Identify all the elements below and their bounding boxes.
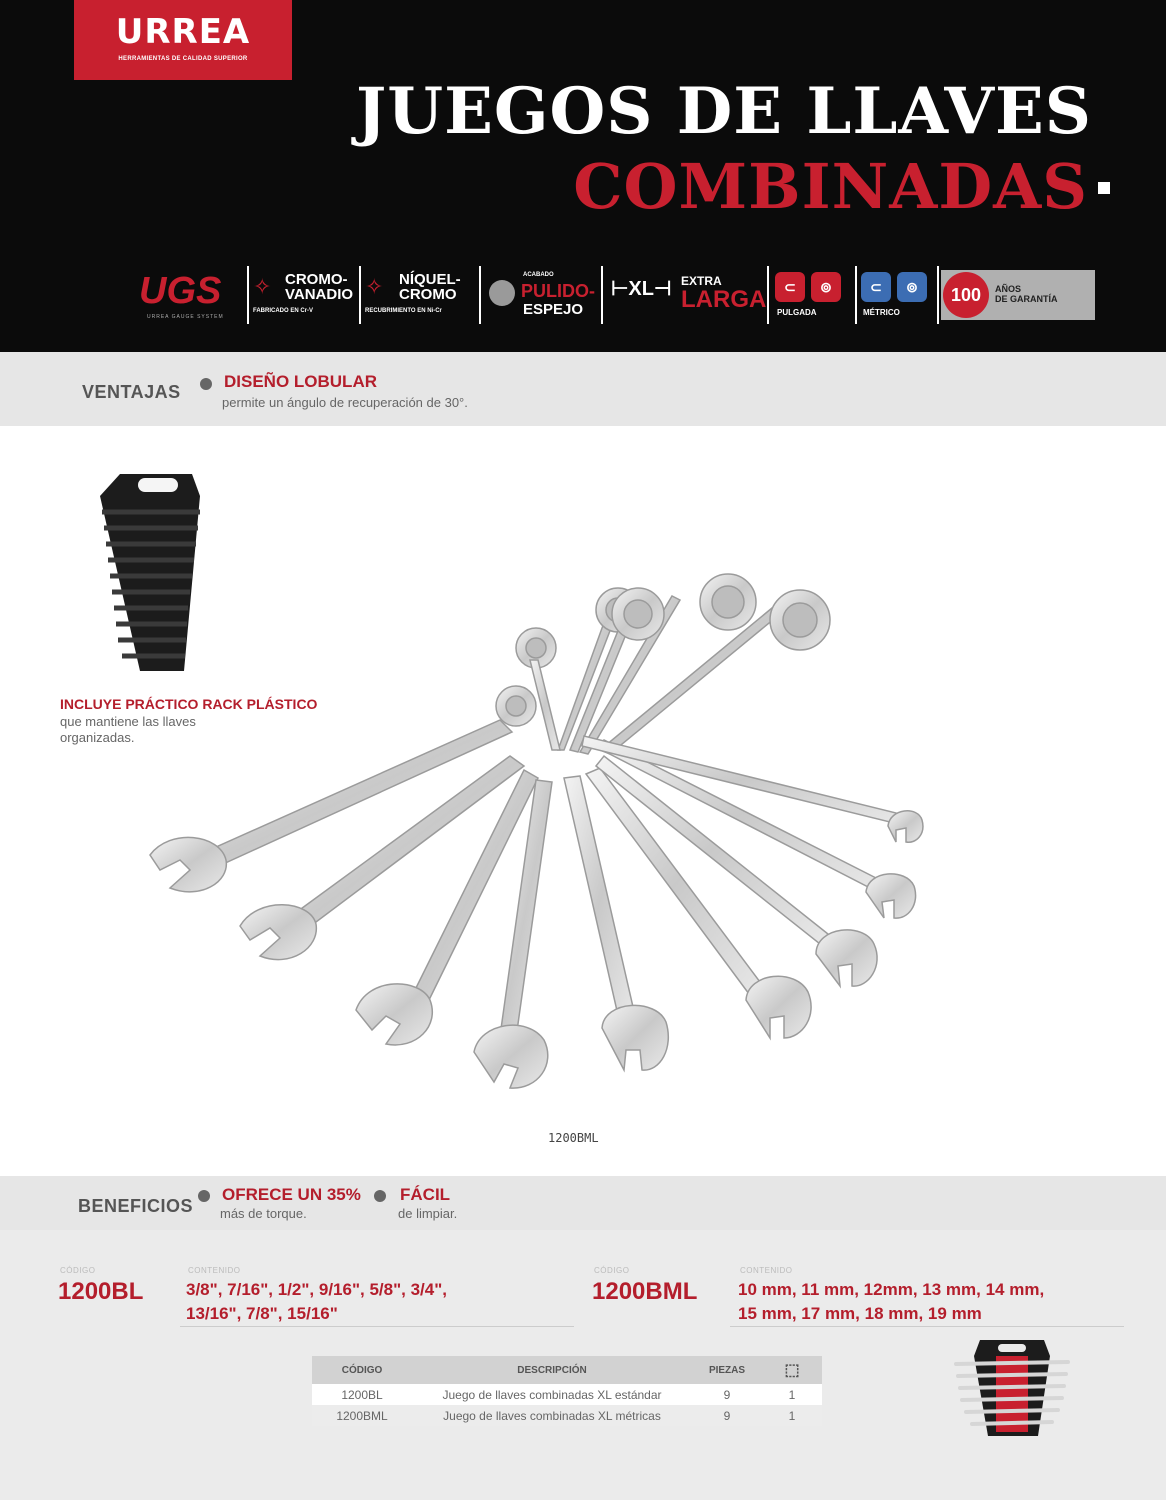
col-caja bbox=[762, 1356, 822, 1384]
col-codigo: CÓDIGO bbox=[312, 1356, 412, 1384]
brand-logo bbox=[74, 0, 292, 80]
ventajas-band bbox=[0, 352, 1166, 426]
divider bbox=[767, 266, 769, 324]
page-title-line1: JUEGOS DE LLAVES bbox=[356, 74, 1092, 149]
rack-caption-line1: que mantiene las llaves bbox=[60, 714, 196, 729]
crystal-icon: ✧ bbox=[253, 274, 272, 299]
sizes-left bbox=[186, 1278, 447, 1326]
niquel-line2: CROMO bbox=[399, 286, 457, 303]
sizes-right-line2: 15 mm, 17 mm, 18 mm, 19 mm bbox=[738, 1304, 982, 1323]
cell-caja: 1 bbox=[762, 1384, 822, 1405]
ugs-badge bbox=[135, 262, 245, 328]
divider bbox=[855, 266, 857, 324]
warranty-line2: DE GARANTÍA bbox=[995, 294, 1058, 304]
niquel-line1: NÍQUEL- bbox=[399, 271, 461, 288]
pulgada-label: PULGADA bbox=[777, 308, 817, 317]
sizes-right-line1: 10 mm, 11 mm, 12mm, 13 mm, 14 mm, bbox=[738, 1280, 1045, 1299]
cell-piezas: 9 bbox=[692, 1405, 762, 1426]
pulgada-socket-icon: ⊚ bbox=[811, 272, 841, 302]
warranty-badge bbox=[941, 270, 1095, 320]
cell-caja: 1 bbox=[762, 1405, 822, 1426]
divider bbox=[601, 266, 603, 324]
divider bbox=[479, 266, 481, 324]
warranty-line1: AÑOS bbox=[995, 284, 1022, 294]
divider bbox=[247, 266, 249, 324]
bullet-icon bbox=[200, 378, 212, 390]
niquel-sub: RECUBRIMIENTO EN Ni-Cr bbox=[365, 308, 442, 314]
contenido-label-left: CONTENIDO bbox=[188, 1266, 241, 1275]
cell-descripcion: Juego de llaves combinadas XL métricas bbox=[412, 1405, 692, 1426]
cromo-sub: FABRICADO EN Cr-V bbox=[253, 308, 314, 314]
beneficio2-title: FÁCIL bbox=[400, 1185, 451, 1204]
bullet-icon bbox=[374, 1190, 386, 1202]
codigo-label-left: CÓDIGO bbox=[60, 1266, 96, 1275]
rack-caption-title: INCLUYE PRÁCTICO RACK PLÁSTICO bbox=[60, 696, 318, 712]
feature-pulgada bbox=[773, 262, 853, 328]
cell-codigo: 1200BL bbox=[312, 1384, 412, 1405]
crystal-icon: ✧ bbox=[365, 274, 384, 299]
beneficios-band bbox=[0, 1176, 1166, 1230]
cell-piezas: 9 bbox=[692, 1384, 762, 1405]
cromo-line1: CROMO- bbox=[285, 271, 348, 288]
table-row bbox=[312, 1384, 822, 1405]
beneficio1-text: más de torque. bbox=[220, 1206, 307, 1221]
xl-label: EXTRA bbox=[681, 274, 722, 288]
cell-codigo: 1200BML bbox=[312, 1405, 412, 1426]
code-left: 1200BL bbox=[58, 1278, 144, 1305]
acabado-label: ACABADO bbox=[523, 272, 554, 278]
table-row bbox=[312, 1405, 822, 1426]
beneficio1-title: OFRECE UN 35% bbox=[222, 1185, 361, 1204]
sizes-left-line2: 13/16", 7/8", 15/16" bbox=[186, 1304, 338, 1323]
divider bbox=[730, 1326, 1124, 1327]
sizes-right bbox=[738, 1278, 1044, 1326]
feature-acabado bbox=[487, 262, 599, 328]
metrico-label: MÉTRICO bbox=[863, 308, 900, 317]
divider bbox=[937, 266, 939, 324]
xl-icon: ⊢XL⊣ bbox=[611, 278, 672, 300]
product-image-code: 1200BML bbox=[548, 1131, 599, 1145]
wrench-set-image bbox=[140, 570, 940, 1130]
feature-cromo-vanadio bbox=[253, 262, 357, 328]
ugs-subtitle: URREA GAUGE SYSTEM bbox=[147, 314, 224, 320]
title-dot bbox=[1098, 182, 1110, 194]
product-table bbox=[312, 1356, 822, 1426]
beneficios-label: BENEFICIOS bbox=[78, 1196, 194, 1216]
feature-extra-larga bbox=[609, 262, 765, 328]
pulgada-wrench-icon: ⊂ bbox=[775, 272, 805, 302]
brand-name: URREA bbox=[115, 12, 251, 52]
feature-metrico bbox=[859, 262, 939, 328]
brand-tagline: HERRAMIENTAS DE CALIDAD SUPERIOR bbox=[118, 56, 248, 62]
contenido-label-right: CONTENIDO bbox=[740, 1266, 793, 1275]
code-right: 1200BML bbox=[592, 1278, 698, 1305]
bullet-icon bbox=[198, 1190, 210, 1202]
codigo-label-right: CÓDIGO bbox=[594, 1266, 630, 1275]
col-descripcion: DESCRIPCIÓN bbox=[412, 1356, 692, 1384]
metrico-socket-icon: ⊚ bbox=[897, 272, 927, 302]
divider bbox=[180, 1326, 574, 1327]
acabado-line1: PULIDO- bbox=[521, 281, 595, 301]
ugs-logo: UGS bbox=[139, 270, 222, 312]
wrench-kit-thumbnail bbox=[944, 1336, 1080, 1440]
warranty-text bbox=[995, 284, 1058, 304]
page-title-line2: COMBINADAS bbox=[573, 150, 1088, 223]
box-icon: ⬚ bbox=[784, 1362, 800, 1379]
polish-circle-icon bbox=[489, 280, 515, 306]
col-piezas: PIEZAS bbox=[692, 1356, 762, 1384]
warranty-number: 100 bbox=[943, 272, 989, 318]
cell-descripcion: Juego de llaves combinadas XL estándar bbox=[412, 1384, 692, 1405]
metrico-wrench-icon: ⊂ bbox=[861, 272, 891, 302]
xl-symbol: XL bbox=[628, 278, 654, 300]
sizes-left-line1: 3/8", 7/16", 1/2", 9/16", 5/8", 3/4", bbox=[186, 1280, 448, 1299]
rack-caption-line2: organizadas. bbox=[60, 730, 135, 745]
cromo-line2: VANADIO bbox=[285, 286, 354, 303]
feature-strip bbox=[135, 262, 1100, 328]
feature-niquel-cromo bbox=[365, 262, 477, 328]
divider bbox=[359, 266, 361, 324]
ventaja-title: DISEÑO LOBULAR bbox=[224, 372, 377, 391]
header bbox=[0, 0, 1166, 352]
xl-big: LARGA bbox=[681, 286, 767, 313]
acabado-line2: ESPEJO bbox=[523, 301, 584, 318]
ventajas-label: VENTAJAS bbox=[82, 382, 181, 402]
ventaja-text: permite un ángulo de recuperación de 30°. bbox=[222, 395, 468, 410]
table-header-row bbox=[312, 1356, 822, 1384]
beneficio2-text: de limpiar. bbox=[398, 1206, 458, 1221]
